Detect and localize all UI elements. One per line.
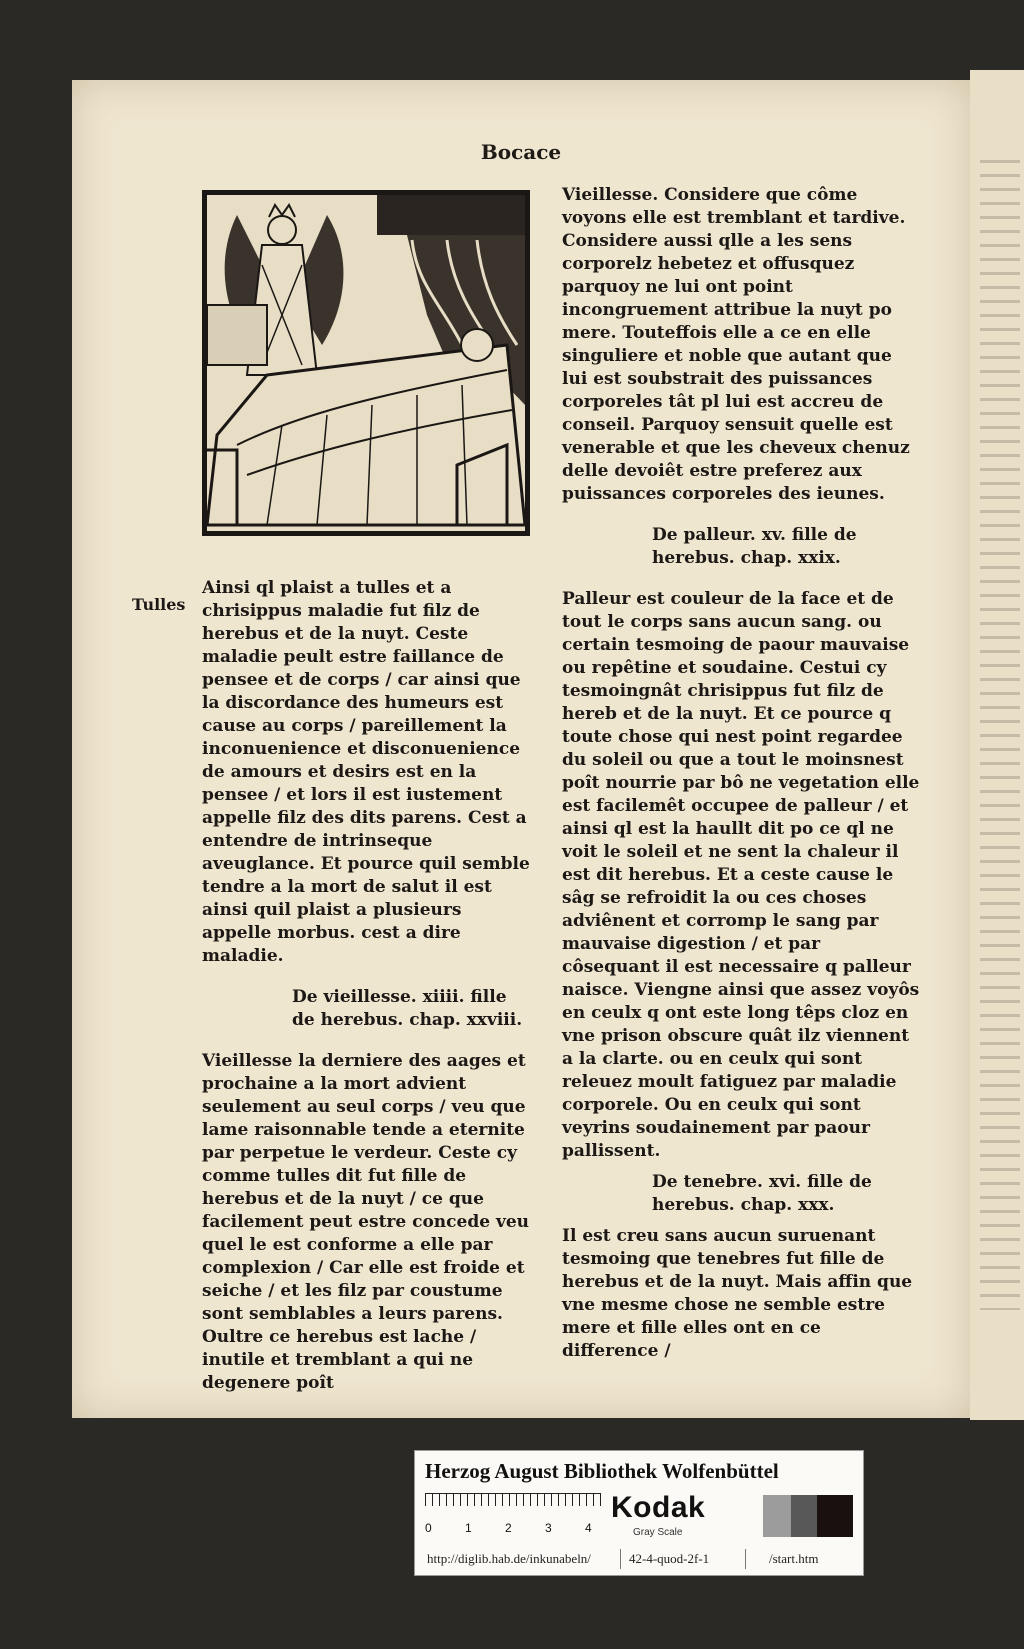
paragraph-vieillesse: Vieillesse la derniere des aages et prochaine a la mort advient seulement au seul corps / veu que lame raisonnable tende a eternite par perpetue le verdeur. Ceste cy comme tulles dit fut fille de herebus et de la nuyt / ce que facilement peut estre concede veu quel le est conforme a elle par complexion / Car elle est froide et seiche / et les filz par coustume sont semblables a leurs parens. Oultre ce herebus est lache / inutile et tremblant a qui ne degenere poît: [202, 1051, 530, 1393]
paragraph-tenebre: Il est creu sans aucun suruenant tesmoing que tenebres fut fille de herebus et de la nuyt. Mais affin que vne mesme chose ne semble estre mere et fille elles ont en ce difference /: [562, 1226, 913, 1361]
scale-ruler: [425, 1493, 601, 1520]
manuscript-page: [72, 80, 970, 1418]
margin-note: Tulles: [132, 595, 186, 614]
ruler-number: 2: [505, 1521, 512, 1535]
right-column: [562, 184, 920, 1363]
ruler-number: 1: [465, 1521, 472, 1535]
next-page-edge: [968, 70, 1024, 1420]
chapter-heading-vieillesse: De vieillesse. xiiii. fille de herebus. chap. xxviii.: [292, 987, 523, 1030]
gray-swatch-dark: [817, 1495, 853, 1537]
chapter-heading-palleur: De palleur. xv. fille de herebus. chap. xxix.: [652, 525, 857, 568]
chapter-heading-tenebre: De tenebre. xvi. fille de herebus. chap. xxx.: [652, 1172, 872, 1215]
library-title: Herzog August Bibliothek Wolfenbüttel: [425, 1459, 779, 1483]
label-divider: [620, 1549, 621, 1569]
library-label: [414, 1450, 864, 1576]
ruler-number: 0: [425, 1521, 432, 1535]
paragraph-tulles: Ainsi ql plaist a tulles et a chrisippus maladie fut filz de herebus et de la nuyt. Ceste maladie peult estre faillance de pensee et de corps / car ainsi que la discordance des humeurs est cause au corps / pareillement la inconuenience et disconuenience de amours et desirs est en la pensee / et lors il est iustement appelle filz des dits parens. Cest a entendre de intrinseque aveuglance. Et pource quil semble tendre a la mort de salut il est ainsi quil plaist a plusieurs appelle morbus. cest a dire maladie.: [202, 578, 530, 966]
ruler-number: 4: [585, 1521, 592, 1535]
start-link[interactable]: /start.htm: [769, 1551, 819, 1566]
shelfmark: 42-4-quod-2f-1: [629, 1551, 710, 1566]
label-divider: [745, 1549, 746, 1569]
page-header: Bocace: [480, 140, 562, 164]
paragraph-palleur: Palleur est couleur de la face et de tout le corps sans aucun sang. ou certain tesmoing de paour mauvaise ou repêtine et soudaine. Cestui cy tesmoingnât chrisippus fut filz de hereb et de la nuyt. Et ce pource q toute chose qui nest point regardee du soleil ou que a tout le moinsnest poît nourrie par bô ne vegetation elle est facilemêt occupee de palleur / et ainsi ql est la haullt dit po ce ql ne voit le soleil et ne sent la chaleur il est dit herebus. Et a ceste cause le sâg se refroidit la ou ces choses adviênent et corromp le sang par mauvaise digestion / et par côsequant il est necessaire q palleur naisce. Viengne ainsi que assez voyôs en ceulx q ont este long têps cloz en vne prison obscure quât ilz viennent a la clarte. ou en ceulx qui sont releuez moult fatiguez par maladie corporele. Ou en ceulx qui sont veyrins soudainement par paour pallissent.: [562, 589, 920, 1161]
gray-scale-label: Gray Scale: [633, 1527, 683, 1538]
gray-swatch-light: [763, 1495, 791, 1537]
paragraph-vieillesse-cont: Vieillesse. Considere que côme voyons elle est tremblant et tardive. Considere aussi qlle a les sens corporelz hebetez et offusquez parquoy ne lui ont point incongruement attribue la nuyt po mere. Touteffois elle a ce en elle singuliere et noble que autant que lui est soubstrait des puissances corporeles tât pl lui est accreu de conseil. Parquoy sensuit quelle est venerable et que les cheveux chenuz delle devoiêt estre preferez aux puissances corporeles des ieunes.: [562, 185, 910, 504]
library-url[interactable]: http://diglib.hab.de/inkunabeln/: [427, 1551, 591, 1566]
kodak-logo: Kodak: [611, 1491, 706, 1524]
woodcut-illustration: [202, 190, 530, 536]
ruler-number: 3: [545, 1521, 552, 1535]
gray-swatch-mid: [791, 1495, 817, 1537]
left-column: [202, 577, 532, 1395]
